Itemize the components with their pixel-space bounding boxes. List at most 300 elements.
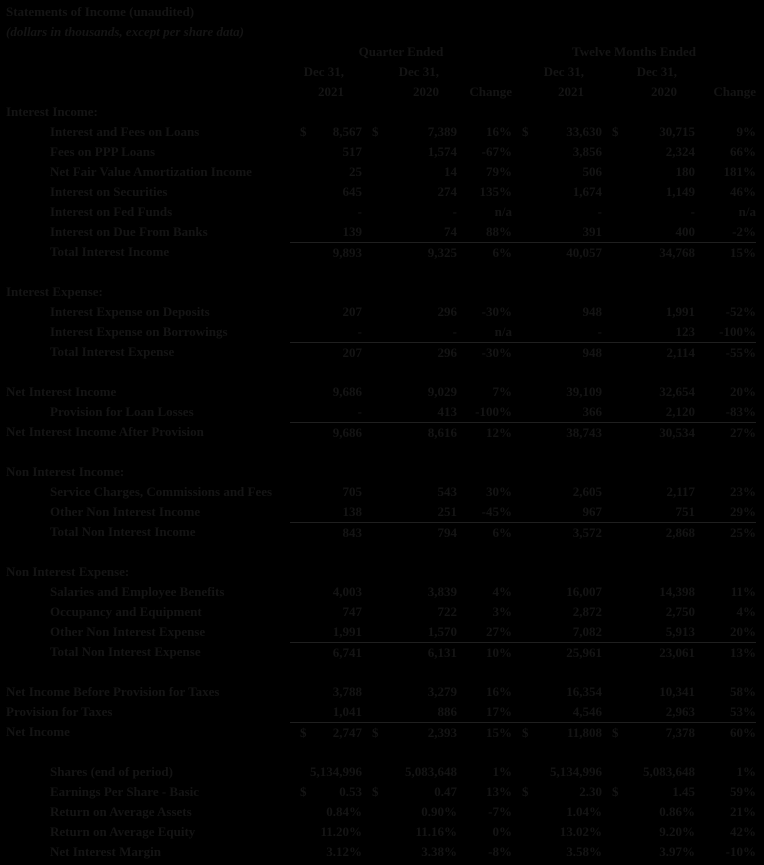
- cell-value: 543: [437, 484, 457, 499]
- cell-value: 138: [342, 504, 362, 519]
- cell-value: -: [452, 324, 457, 339]
- cell-value: 506: [582, 164, 602, 179]
- value-cell: [290, 842, 362, 862]
- value-cell: [602, 522, 695, 543]
- change-cell: -2%: [732, 224, 756, 239]
- cell-value: 207: [342, 345, 362, 360]
- table-section: [6, 682, 761, 742]
- date-header: Dec 31,: [303, 64, 344, 79]
- table-row: [6, 842, 761, 862]
- value-cell: [362, 722, 457, 743]
- value-cell: [512, 402, 602, 422]
- value-cell: [362, 482, 457, 502]
- value-cell: [602, 822, 695, 842]
- cell-value: 7,378: [665, 725, 695, 740]
- change-cell: -7%: [488, 804, 512, 819]
- value-cell: [512, 182, 602, 202]
- cell-value: 1.45: [672, 784, 695, 799]
- cell-value: 296: [437, 304, 457, 319]
- value-cell: [602, 202, 695, 222]
- page-title: Statements of Income (unaudited): [6, 4, 195, 19]
- value-cell: [362, 622, 457, 642]
- cell-value: 11.16%: [415, 824, 457, 839]
- change-cell: -83%: [725, 404, 756, 419]
- dollar-sign: $: [612, 124, 619, 139]
- value-cell: [512, 202, 602, 222]
- change-cell: -100%: [475, 404, 512, 419]
- value-cell: [512, 522, 602, 543]
- dollar-sign: $: [522, 784, 529, 799]
- cell-value: 645: [342, 184, 362, 199]
- table-row: [6, 402, 761, 422]
- cell-value: 3,788: [332, 684, 362, 699]
- value-cell: [602, 222, 695, 242]
- value-cell: [602, 582, 695, 602]
- table-row: [6, 182, 761, 202]
- value-cell: [602, 162, 695, 182]
- cell-value: 32,654: [659, 384, 695, 399]
- table-section: [6, 562, 761, 662]
- value-cell: [602, 422, 695, 443]
- change-cell: -8%: [488, 844, 512, 859]
- row-label: Fees on PPP Loans: [50, 144, 156, 159]
- value-cell: [602, 782, 695, 802]
- table-row: [6, 702, 761, 722]
- change-cell: 16%: [486, 124, 512, 139]
- change-cell: 0%: [492, 824, 512, 839]
- row-label: Service Charges, Commissions and Fees: [50, 484, 273, 499]
- value-cell: [290, 382, 362, 402]
- value-cell: [362, 502, 457, 522]
- value-cell: [602, 722, 695, 743]
- value-cell: [602, 622, 695, 642]
- cell-value: 11,808: [566, 725, 602, 740]
- cell-value: 296: [437, 345, 457, 360]
- cell-value: 11.20%: [320, 824, 362, 839]
- change-cell: 4%: [492, 584, 512, 599]
- change-cell: 20%: [730, 384, 756, 399]
- value-cell: [512, 602, 602, 622]
- table-row: [6, 682, 761, 702]
- cell-value: 13.02%: [559, 824, 602, 839]
- cell-value: 3.38%: [421, 844, 457, 859]
- dollar-sign: $: [612, 784, 619, 799]
- cell-value: 1,991: [665, 304, 695, 319]
- row-label: Shares (end of period): [50, 764, 173, 779]
- cell-value: 14,398: [659, 584, 695, 599]
- table-row: [6, 422, 761, 442]
- row-label: Net Income: [6, 724, 70, 739]
- value-cell: [602, 242, 695, 263]
- cell-value: 9,029: [427, 384, 457, 399]
- value-cell: [362, 682, 457, 702]
- row-label: Interest on Due From Banks: [50, 224, 208, 239]
- year-header: 2020: [413, 84, 439, 99]
- change-cell: 7%: [492, 384, 512, 399]
- cell-value: 25: [349, 164, 362, 179]
- cell-value: 2,868: [665, 525, 695, 540]
- table-row: [6, 222, 761, 242]
- year-header: 2021: [558, 84, 584, 99]
- cell-value: -: [357, 324, 362, 339]
- row-label: Interest Expense on Borrowings: [50, 324, 228, 339]
- value-cell: [290, 182, 362, 202]
- section-header: Interest Income:: [6, 104, 98, 119]
- change-cell: 10%: [457, 642, 512, 663]
- change-cell: 11%: [730, 584, 756, 599]
- value-cell: [362, 582, 457, 602]
- income-table: [6, 102, 761, 862]
- cell-value: 16,007: [566, 584, 602, 599]
- cell-value: 7,082: [572, 624, 602, 639]
- cell-value: 9,325: [427, 245, 457, 260]
- value-cell: [602, 842, 695, 862]
- value-cell: [290, 822, 362, 842]
- row-label: Occupancy and Equipment: [50, 604, 202, 619]
- section-header-row: [6, 102, 761, 122]
- cell-value: 0.84%: [326, 804, 362, 819]
- value-cell: [362, 642, 457, 663]
- change-cell: 17%: [486, 704, 512, 719]
- cell-value: 0.53: [339, 784, 362, 799]
- value-cell: [290, 482, 362, 502]
- cell-value: 517: [342, 144, 362, 159]
- table-row: [6, 482, 761, 502]
- table-row: [6, 782, 761, 802]
- change-cell: 1%: [492, 764, 512, 779]
- cell-value: 123: [675, 324, 695, 339]
- value-cell: [512, 422, 602, 443]
- row-label: Net Interest Margin: [50, 844, 161, 859]
- row-label: Net Interest Income: [6, 384, 117, 399]
- cell-value: 2,963: [665, 704, 695, 719]
- cell-value: 30,715: [659, 124, 695, 139]
- cell-value: 9,686: [332, 384, 362, 399]
- cell-value: 3.12%: [326, 844, 362, 859]
- value-cell: [512, 382, 602, 402]
- cell-value: -: [357, 204, 362, 219]
- cell-value: 38,743: [566, 425, 602, 440]
- value-cell: [512, 342, 602, 363]
- cell-value: 0.90%: [421, 804, 457, 819]
- dollar-sign: $: [522, 725, 529, 740]
- cell-value: 751: [675, 504, 695, 519]
- cell-value: 2,872: [572, 604, 602, 619]
- value-cell: [512, 222, 602, 242]
- table-section: [6, 462, 761, 542]
- value-cell: [290, 502, 362, 522]
- change-cell: -30%: [457, 342, 512, 363]
- section-header: Non Interest Expense:: [6, 564, 130, 579]
- table-row: [6, 342, 761, 362]
- table-row: [6, 822, 761, 842]
- cell-value: 2,117: [666, 484, 695, 499]
- date-header: Dec 31,: [398, 64, 439, 79]
- cell-value: 705: [342, 484, 362, 499]
- cell-value: -: [597, 324, 602, 339]
- value-cell: [512, 842, 602, 862]
- year-header: 2020: [651, 84, 677, 99]
- cell-value: 1,570: [427, 624, 457, 639]
- value-cell: [512, 762, 602, 782]
- cell-value: 5,134,996: [550, 764, 602, 779]
- date-header: Dec 31,: [636, 64, 677, 79]
- cell-value: 948: [582, 345, 602, 360]
- cell-value: 4,003: [332, 584, 362, 599]
- table-section: [6, 762, 761, 862]
- cell-value: 1,041: [332, 704, 362, 719]
- cell-value: 5,083,648: [405, 764, 457, 779]
- change-cell: 60%: [695, 722, 756, 743]
- change-cell: 46%: [730, 184, 756, 199]
- cell-value: 5,913: [665, 624, 695, 639]
- table-row: [6, 762, 761, 782]
- row-label: Net Interest Income After Provision: [6, 424, 204, 439]
- value-cell: [290, 802, 362, 822]
- table-row: [6, 162, 761, 182]
- change-cell: -52%: [725, 304, 756, 319]
- change-cell: -30%: [481, 304, 512, 319]
- quarter-ended-header: Quarter Ended: [358, 44, 444, 59]
- row-label: Interest on Securities: [50, 184, 168, 199]
- cell-value: 3,279: [427, 684, 457, 699]
- change-header: Change: [713, 84, 756, 99]
- table-row: [6, 522, 761, 542]
- value-cell: [362, 122, 457, 142]
- value-cell: [362, 782, 457, 802]
- cell-value: 1,149: [665, 184, 695, 199]
- cell-value: 34,768: [659, 245, 695, 260]
- value-cell: [362, 302, 457, 322]
- value-cell: [362, 342, 457, 363]
- value-cell: [290, 142, 362, 162]
- change-cell: 59%: [730, 784, 756, 799]
- value-cell: [290, 782, 362, 802]
- cell-value: 3.58%: [566, 844, 602, 859]
- cell-value: 8,616: [427, 425, 457, 440]
- cell-value: 794: [437, 525, 457, 540]
- cell-value: 3,839: [427, 584, 457, 599]
- change-cell: 4%: [736, 604, 756, 619]
- value-cell: [362, 842, 457, 862]
- table-row: [6, 502, 761, 522]
- value-cell: [512, 682, 602, 702]
- value-cell: [362, 202, 457, 222]
- table-row: [6, 582, 761, 602]
- cell-value: 1.04%: [566, 804, 602, 819]
- row-label: Total Non Interest Expense: [50, 644, 201, 659]
- value-cell: [290, 342, 362, 363]
- change-cell: 21%: [730, 804, 756, 819]
- year-header-row: [6, 82, 761, 102]
- value-cell: [290, 642, 362, 663]
- change-cell: 27%: [486, 624, 512, 639]
- change-cell: 27%: [695, 422, 756, 443]
- cell-value: 5,083,648: [643, 764, 695, 779]
- page-subtitle: (dollars in thousands, except per share data): [6, 24, 244, 39]
- row-label: Total Interest Expense: [50, 344, 175, 359]
- change-cell: 16%: [486, 684, 512, 699]
- cell-value: 366: [582, 404, 602, 419]
- row-label: Net Fair Value Amortization Income: [50, 164, 252, 179]
- row-label: Provision for Taxes: [6, 704, 113, 719]
- section-header-row: [6, 282, 761, 302]
- value-cell: [602, 702, 695, 722]
- change-cell: 15%: [695, 242, 756, 263]
- value-cell: [290, 702, 362, 722]
- dollar-sign: $: [372, 784, 379, 799]
- section-header-row: [6, 562, 761, 582]
- value-cell: [512, 722, 602, 743]
- change-cell: n/a: [494, 204, 512, 219]
- cell-value: 391: [582, 224, 602, 239]
- year-header: 2021: [318, 84, 344, 99]
- change-cell: 30%: [486, 484, 512, 499]
- cell-value: 9.20%: [659, 824, 695, 839]
- cell-value: 16,354: [566, 684, 602, 699]
- value-cell: [602, 682, 695, 702]
- value-cell: [602, 122, 695, 142]
- row-label: Salaries and Employee Benefits: [50, 584, 225, 599]
- row-label: Total Non Interest Income: [50, 524, 196, 539]
- change-cell: -10%: [725, 844, 756, 859]
- cell-value: 33,630: [566, 124, 602, 139]
- cell-value: 948: [582, 304, 602, 319]
- dollar-sign: $: [300, 784, 307, 799]
- table-row: [6, 322, 761, 342]
- cell-value: 722: [437, 604, 457, 619]
- value-cell: [290, 222, 362, 242]
- value-cell: [602, 762, 695, 782]
- table-row: [6, 382, 761, 402]
- change-cell: 6%: [457, 242, 512, 263]
- value-cell: [290, 622, 362, 642]
- cell-value: 2,120: [665, 404, 695, 419]
- cell-value: 74: [444, 224, 457, 239]
- cell-value: 3,572: [572, 525, 602, 540]
- table-section: [6, 102, 761, 262]
- row-label: Interest on Fed Funds: [50, 204, 173, 219]
- section-header: Interest Expense:: [6, 284, 103, 299]
- cell-value: 25,961: [566, 645, 602, 660]
- row-label: Net Income Before Provision for Taxes: [6, 684, 220, 699]
- value-cell: [362, 402, 457, 422]
- value-cell: [290, 322, 362, 342]
- change-cell: 135%: [479, 184, 512, 199]
- cell-value: 0.47: [434, 784, 457, 799]
- value-cell: [362, 702, 457, 722]
- value-cell: [290, 422, 362, 443]
- change-header: Change: [469, 84, 512, 99]
- cell-value: 2,605: [572, 484, 602, 499]
- change-cell: -45%: [481, 504, 512, 519]
- value-cell: [290, 402, 362, 422]
- change-cell: 66%: [730, 144, 756, 159]
- value-cell: [362, 162, 457, 182]
- row-label: Interest and Fees on Loans: [50, 124, 200, 139]
- dollar-sign: $: [612, 725, 619, 740]
- change-cell: 53%: [730, 704, 756, 719]
- cell-value: 5,134,996: [310, 764, 362, 779]
- cell-value: 2,114: [666, 345, 695, 360]
- cell-value: 23,061: [659, 645, 695, 660]
- change-cell: -100%: [719, 324, 756, 339]
- value-cell: [602, 642, 695, 663]
- cell-value: -: [452, 204, 457, 219]
- table-row: [6, 302, 761, 322]
- change-cell: n/a: [738, 204, 756, 219]
- section-header: Non Interest Income:: [6, 464, 125, 479]
- value-cell: [362, 802, 457, 822]
- row-label: Interest Expense on Deposits: [50, 304, 210, 319]
- cell-value: 9,893: [332, 245, 362, 260]
- cell-value: 967: [582, 504, 602, 519]
- value-cell: [512, 302, 602, 322]
- cell-value: 9,686: [332, 425, 362, 440]
- cell-value: 747: [342, 604, 362, 619]
- value-cell: [290, 302, 362, 322]
- cell-value: 8,567: [332, 124, 362, 139]
- table-section: [6, 282, 761, 362]
- value-cell: [362, 322, 457, 342]
- cell-value: 886: [437, 704, 457, 719]
- dollar-sign: $: [372, 124, 379, 139]
- cell-value: -: [690, 204, 695, 219]
- value-cell: [602, 802, 695, 822]
- title-row: [6, 2, 761, 22]
- table-row: [6, 202, 761, 222]
- value-cell: [290, 162, 362, 182]
- change-cell: 20%: [730, 624, 756, 639]
- cell-value: 30,534: [659, 425, 695, 440]
- dollar-sign: $: [300, 124, 307, 139]
- change-cell: 1%: [736, 764, 756, 779]
- cell-value: 400: [675, 224, 695, 239]
- cell-value: 4,546: [572, 704, 602, 719]
- value-cell: [602, 602, 695, 622]
- value-cell: [362, 822, 457, 842]
- value-cell: [512, 802, 602, 822]
- cell-value: 413: [437, 404, 457, 419]
- value-cell: [602, 342, 695, 363]
- value-cell: [362, 222, 457, 242]
- cell-value: 1,574: [427, 144, 457, 159]
- value-cell: [512, 242, 602, 263]
- value-cell: [362, 382, 457, 402]
- value-cell: [602, 482, 695, 502]
- cell-value: 2,393: [427, 725, 457, 740]
- cell-value: 2,747: [332, 725, 362, 740]
- value-cell: [362, 242, 457, 263]
- section-header-row: [6, 462, 761, 482]
- value-cell: [602, 382, 695, 402]
- value-cell: [362, 602, 457, 622]
- value-cell: [362, 522, 457, 543]
- change-cell: n/a: [494, 324, 512, 339]
- change-cell: -55%: [695, 342, 756, 363]
- value-cell: [602, 302, 695, 322]
- table-row: [6, 622, 761, 642]
- twelve-months-ended-header: Twelve Months Ended: [572, 44, 696, 59]
- table-row: [6, 802, 761, 822]
- cell-value: 1,991: [332, 624, 362, 639]
- change-cell: 23%: [730, 484, 756, 499]
- cell-value: 139: [342, 224, 362, 239]
- value-cell: [602, 322, 695, 342]
- cell-value: 39,109: [566, 384, 602, 399]
- value-cell: [512, 162, 602, 182]
- cell-value: 7,389: [427, 124, 457, 139]
